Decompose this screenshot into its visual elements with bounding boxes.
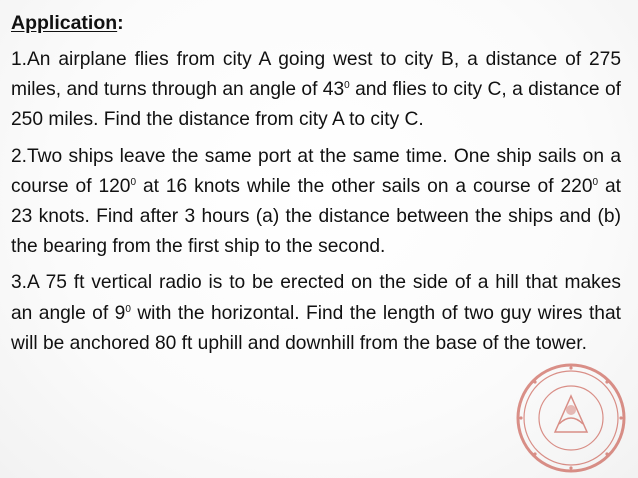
problem-1-degree: 0: [344, 80, 350, 92]
heading-colon: :: [117, 12, 124, 34]
problem-3-degree: 0: [125, 303, 131, 315]
problem-2-tail: at 23 knots. Find after 3 hours (a) the distance between the ships and (b) the bearing from the first ship to the second.: [11, 175, 621, 258]
problem-3: [11, 268, 621, 359]
problem-3-lead: 3.A 75 ft vertical radio is to be erected on the side of a hill that makes an angle of 9: [11, 272, 621, 324]
problem-1: [11, 45, 621, 136]
problem-3-tail: with the horizontal. Find the length of two guy wires that will be anchored 80 ft uphill and downhill from the base of the tower.: [11, 302, 621, 354]
problem-list: [11, 45, 621, 365]
problem-2-mid: at 16 knots while the other sails on a course of 220: [136, 175, 593, 197]
problem-2-lead: 2.Two ships leave the same port at the same time. One ship sails on a course of 120: [11, 145, 621, 197]
heading-title: Application: [11, 12, 118, 34]
problem-2-degree-2: 0: [592, 176, 599, 188]
institute-seal-icon: [515, 362, 627, 474]
slide-heading: [11, 10, 124, 36]
problem-2: [11, 142, 621, 263]
problem-2-degree-1: 0: [130, 176, 137, 188]
problem-1-lead: 1.An airplane flies from city A going west to city B, a distance of 275 miles, and turns through an angle of 43: [11, 49, 621, 101]
problem-1-tail: and flies to city C, a distance of 250 miles. Find the distance from city A to city C.: [11, 79, 621, 131]
